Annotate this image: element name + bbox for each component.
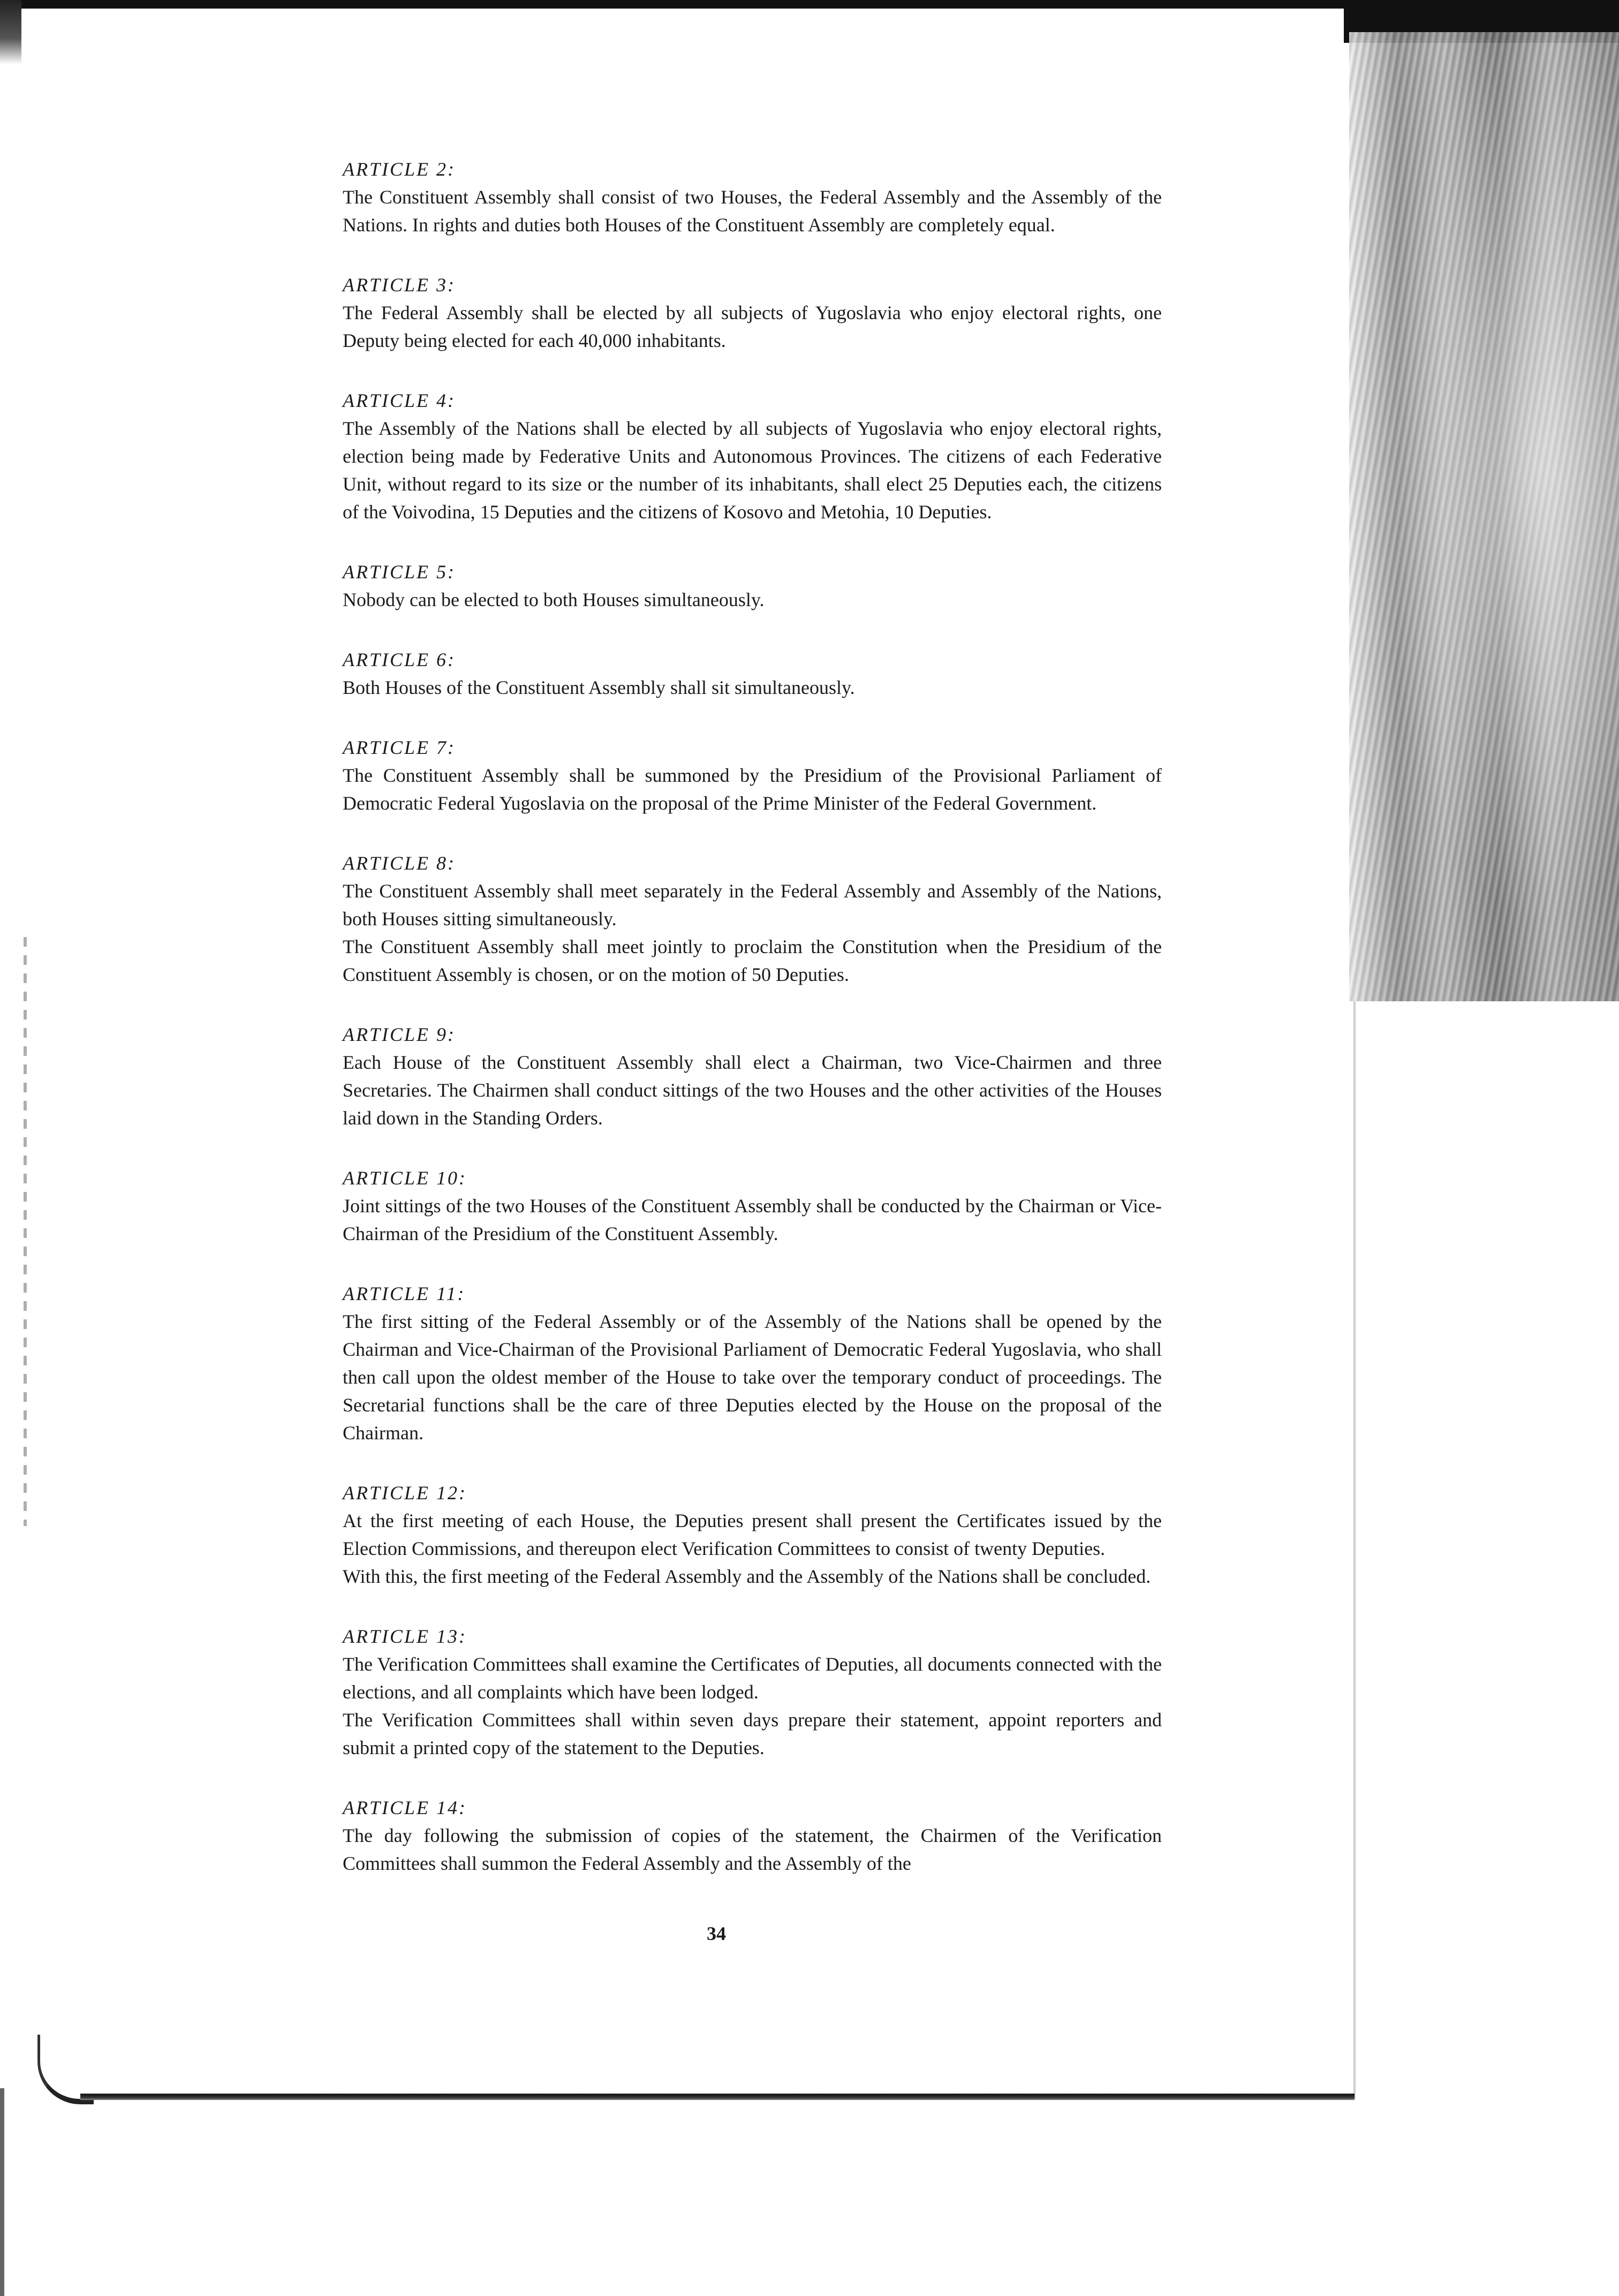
article-paragraph: Each House of the Constituent Assembly shall elect a Chairman, two Vice-Chairmen and three Secretaries. The Chairmen shall conduct sittings of the two Houses and the other activities of the Houses laid down in the Standing Orders. bbox=[343, 1052, 1162, 1129]
article-paragraph: The Assembly of the Nations shall be elected by all subjects of Yugoslavia who enjoy electoral rights, election being made by Federative Units and Autonomous Provinces. The citizens of each Federative Unit, without regard to its size or the number of its inhabitants, shall elect 25 Deputies each, the citizens of the Voivodina, 15 Deputies and the citizens of Kosovo and Metohia, 10 Deputies. bbox=[343, 418, 1162, 523]
article-section bbox=[343, 1021, 1162, 1132]
article-paragraph: The Constituent Assembly shall meet separately in the Federal Assembly and Assembly of the Nations, both Houses sitting simultaneously. bbox=[343, 880, 1162, 930]
article-paragraph: The first sitting of the Federal Assembly or of the Assembly of the Nations shall be opened by the Chairman and Vice-Chairman of the Provisional Parliament of Democratic Federal Yugoslavia, who shall then call upon the oldest member of the House to take over the temporary conduct of proceedings. The Secretarial functions shall be the care of three Deputies elected by the House on the proposal of the Chairman. bbox=[343, 1311, 1162, 1444]
scan-shadow-right bbox=[1349, 32, 1619, 1001]
page-edge-right bbox=[1353, 1001, 1356, 2099]
article-heading: ARTICLE 5: bbox=[343, 561, 456, 583]
article-section bbox=[343, 155, 1162, 239]
article-section bbox=[343, 387, 1162, 526]
article-paragraph: The Verification Committees shall examine the Certificates of Deputies, all documents connected with the elections, and all complaints which have been lodged. bbox=[343, 1653, 1162, 1703]
article-paragraph: The Federal Assembly shall be elected by all subjects of Yugoslavia who enjoy electoral rights, one Deputy being elected for each 40,000 inhabitants. bbox=[343, 302, 1162, 351]
article-heading: ARTICLE 14: bbox=[343, 1797, 467, 1818]
article-heading: ARTICLE 8: bbox=[343, 852, 456, 874]
article-section bbox=[343, 646, 1162, 701]
article-heading: ARTICLE 13: bbox=[343, 1626, 467, 1647]
scan-mark-left bbox=[24, 937, 27, 1526]
article-paragraph: With this, the first meeting of the Federal Assembly and the Assembly of the Nations shall be concluded. bbox=[343, 1566, 1151, 1587]
document-page bbox=[343, 155, 1162, 1909]
article-section bbox=[343, 1622, 1162, 1762]
article-paragraph: The Constituent Assembly shall consist of two Houses, the Federal Assembly and the Assembly of the Nations. In rights and duties both Houses of the Constituent Assembly are completely equal. bbox=[343, 186, 1162, 236]
article-heading: ARTICLE 11: bbox=[343, 1283, 466, 1304]
article-heading: ARTICLE 4: bbox=[343, 390, 456, 411]
article-section bbox=[343, 1479, 1162, 1590]
article-paragraph: Joint sittings of the two Houses of the Constituent Assembly shall be conducted by the Chairman or Vice-Chairman of the Presidium of the Constituent Assembly. bbox=[343, 1195, 1162, 1244]
article-heading: ARTICLE 2: bbox=[343, 158, 456, 180]
article-section bbox=[343, 271, 1162, 354]
article-section bbox=[343, 558, 1162, 614]
article-heading: ARTICLE 10: bbox=[343, 1167, 467, 1189]
article-heading: ARTICLE 3: bbox=[343, 274, 456, 296]
article-section bbox=[343, 1280, 1162, 1447]
article-heading: ARTICLE 12: bbox=[343, 1482, 467, 1504]
article-paragraph: The day following the submission of copies of the statement, the Chairmen of the Verification Committees shall summon the Federal Assembly and the Assembly of the bbox=[343, 1825, 1162, 1874]
scan-corner-top-left bbox=[0, 0, 21, 64]
article-section bbox=[343, 734, 1162, 817]
article-section bbox=[343, 1794, 1162, 1877]
article-heading: ARTICLE 7: bbox=[343, 737, 456, 758]
article-paragraph: The Constituent Assembly shall be summoned by the Presidium of the Provisional Parliament of Democratic Federal Yugoslavia on the proposal of the Prime Minister of the Federal Government. bbox=[343, 765, 1162, 814]
article-paragraph: Nobody can be elected to both Houses simultaneously. bbox=[343, 589, 765, 610]
article-paragraph: Both Houses of the Constituent Assembly shall sit simultaneously. bbox=[343, 677, 855, 698]
article-paragraph: The Verification Committees shall within seven days prepare their statement, appoint reporters and submit a printed copy of the statement to the Deputies. bbox=[343, 1709, 1162, 1758]
page-edge-bottom bbox=[80, 2094, 1355, 2100]
article-section bbox=[343, 849, 1162, 988]
article-section bbox=[343, 1164, 1162, 1248]
article-paragraph: The Constituent Assembly shall meet jointly to proclaim the Constitution when the Presidium of the Constituent Assembly is chosen, or on the motion of 50 Deputies. bbox=[343, 936, 1162, 985]
article-heading: ARTICLE 9: bbox=[343, 1024, 456, 1045]
page-number: 34 bbox=[707, 1923, 726, 1944]
article-paragraph: At the first meeting of each House, the Deputies present shall present the Certificates issued by the Election Commissions, and thereupon elect Verification Committees to consist of twenty Deputies. bbox=[343, 1510, 1162, 1559]
article-heading: ARTICLE 6: bbox=[343, 649, 456, 670]
scan-border-left-bottom bbox=[0, 2088, 4, 2296]
